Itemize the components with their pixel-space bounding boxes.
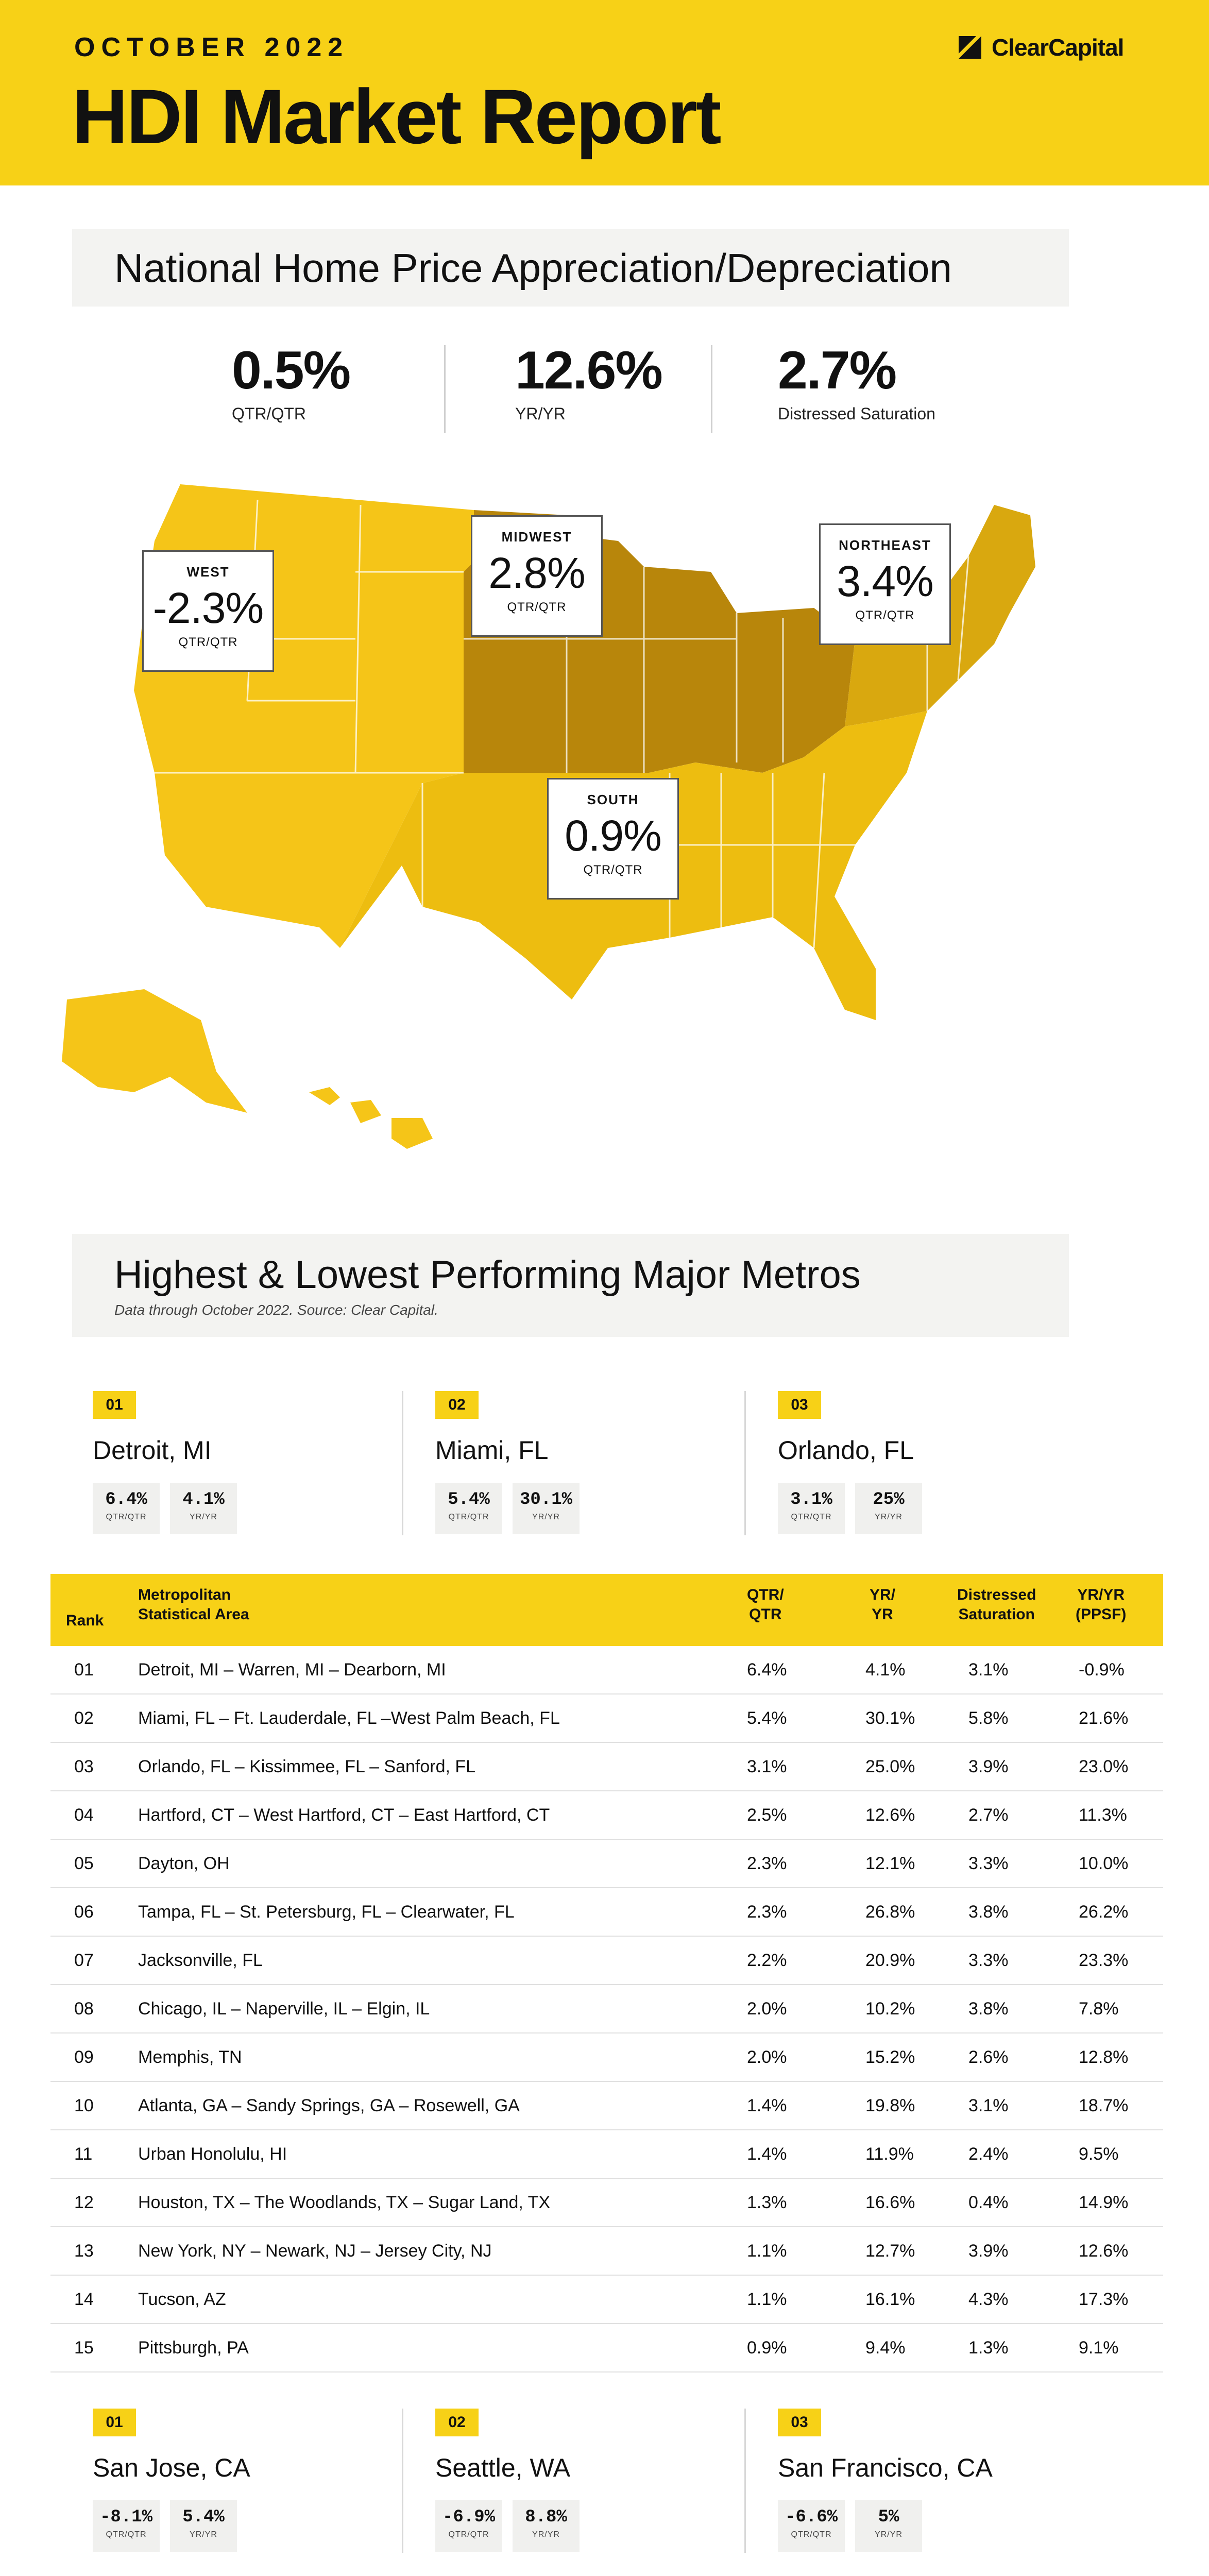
row-rank: 03 [74,1757,94,1776]
col-distressed-line1: Distressed [957,1586,1036,1603]
card-qtr-value: 5.4% [448,1490,490,1510]
row-distressed: 1.3% [968,2338,1009,2358]
row-yr-change: 20.9% [865,1951,915,1970]
row-distressed: 4.3% [968,2290,1009,2309]
card-yr-pill [855,2500,922,2552]
table-row [50,2324,1163,2372]
card-yr-pill [170,1483,237,1534]
row-ppsf: 10.0% [1079,1854,1129,1873]
card-metro-name: Miami, FL [435,1436,549,1465]
table-row [50,1694,1163,1743]
stat-yr-value: 12.6% [515,341,662,400]
callout-midwest [471,515,603,637]
row-distressed: 3.8% [968,1902,1009,1922]
national-banner [72,229,1069,307]
row-metro-area: Miami, FL – Ft. Lauderdale, FL –West Palm Beach, FL [138,1708,560,1728]
table-row [50,1743,1163,1791]
row-metro-area: Jacksonville, FL [138,1951,263,1970]
callout-west-label: QTR/QTR [178,635,238,649]
row-metro-area: Detroit, MI – Warren, MI – Dearborn, MI [138,1660,446,1680]
row-distressed: 3.3% [968,1951,1009,1970]
metro-card [93,1391,381,1525]
stat-yr [515,340,662,423]
table-row [50,1937,1163,1985]
card-qtr-pill [435,1483,502,1534]
row-rank: 06 [74,1902,94,1922]
metro-card [435,1391,724,1525]
row-ppsf: 7.8% [1079,1999,1119,2019]
top-table-body [50,1646,1163,2372]
table-row [50,2033,1163,2082]
card-yr-label: YR/YR [190,2530,217,2539]
clear-capital-logo-mark-icon [956,33,984,62]
row-metro-area: Chicago, IL – Naperville, IL – Elgin, IL [138,1999,430,2019]
row-ppsf: 17.3% [1079,2290,1129,2309]
row-yr-change: 12.7% [865,2241,915,2261]
table-row [50,1888,1163,1937]
card-yr-value: 5.4% [182,2507,225,2527]
row-rank: 01 [74,1660,94,1680]
col-rank: Rank [66,1612,104,1629]
card-rank-badge: 01 [93,2409,136,2436]
table-row [50,1985,1163,2033]
top-metros-table [50,1574,1163,2372]
card-yr-value: 30.1% [519,1490,573,1510]
card-divider [744,1391,746,1535]
card-qtr-pill [778,1483,845,1534]
row-ppsf: 9.5% [1079,2144,1119,2164]
card-qtr-value: -8.1% [99,2507,153,2527]
row-rank: 09 [74,2047,94,2067]
card-yr-pill [170,2500,237,2552]
row-ppsf: 23.3% [1079,1951,1129,1970]
card-qtr-label: QTR/QTR [106,2530,147,2539]
callout-northeast-label: QTR/QTR [855,608,915,622]
row-metro-area: Atlanta, GA – Sandy Springs, GA – Rosewell, GA [138,2096,520,2115]
card-metro-name: San Jose, CA [93,2453,250,2482]
stat-distressed [778,340,935,423]
row-yr-change: 19.8% [865,2096,915,2115]
card-qtr-value: -6.6% [785,2507,838,2527]
card-qtr-pill [778,2500,845,2552]
row-qtr-change: 1.4% [747,2144,787,2164]
row-ppsf: 11.3% [1079,1805,1127,1825]
card-qtr-pill [93,2500,160,2552]
card-qtr-label: QTR/QTR [106,1513,147,1521]
table-row [50,1791,1163,1840]
row-rank: 12 [74,2193,94,2212]
callout-south [547,778,679,900]
callout-west-value: -2.3% [152,584,264,632]
report-date: OCTOBER 2022 [74,32,349,62]
us-region-map [52,484,1082,1154]
row-distressed: 3.3% [968,1854,1009,1873]
row-qtr-change: 2.5% [747,1805,787,1825]
card-yr-label: YR/YR [875,1513,903,1521]
row-rank: 05 [74,1854,94,1873]
row-qtr-change: 2.2% [747,1951,787,1970]
card-qtr-label: QTR/QTR [448,2530,489,2539]
table-row [50,1646,1163,1694]
row-metro-area: Dayton, OH [138,1854,230,1873]
row-ppsf: 26.2% [1079,1902,1129,1922]
metros-title: Highest & Lowest Performing Major Metros [114,1253,861,1297]
col-qtr-line1: QTR/ [747,1586,784,1603]
col-area-line2: Statistical Area [138,1606,249,1623]
row-yr-change: 26.8% [865,1902,915,1922]
metro-card [778,2409,1066,2543]
callout-south-region: SOUTH [587,792,639,807]
col-yr-line1: YR/ [870,1586,896,1603]
map-region-hawaii [309,1087,433,1149]
col-yr [870,1585,895,1624]
row-qtr-change: 1.1% [747,2290,787,2309]
card-rank-badge: 02 [435,2409,479,2436]
row-yr-change: 9.4% [865,2338,906,2358]
card-divider [402,1391,403,1535]
report-title: HDI Market Report [72,73,720,160]
card-yr-label: YR/YR [875,2530,903,2539]
row-qtr-change: 1.1% [747,2241,787,2261]
row-yr-change: 16.6% [865,2193,915,2212]
row-rank: 02 [74,1708,94,1728]
row-metro-area: Orlando, FL – Kissimmee, FL – Sanford, FL [138,1757,476,1776]
card-divider [402,2409,403,2553]
row-distressed: 3.9% [968,1757,1009,1776]
col-yr-line2: YR [872,1606,893,1623]
metro-card [93,2409,381,2543]
row-qtr-change: 2.0% [747,1999,787,2019]
card-yr-pill [855,1483,922,1534]
card-yr-label: YR/YR [532,2530,560,2539]
callout-northeast-region: NORTHEAST [839,537,931,553]
row-rank: 11 [74,2144,93,2164]
col-qtr [747,1585,784,1624]
logo-wordmark: ClearCapital [992,34,1124,61]
row-rank: 10 [74,2096,94,2115]
row-yr-change: 30.1% [865,1708,915,1728]
col-area [138,1585,249,1624]
row-metro-area: Urban Honolulu, HI [138,2144,287,2164]
stat-yr-label: YR/YR [515,404,566,423]
row-metro-area: Tucson, AZ [138,2290,226,2309]
callout-midwest-label: QTR/QTR [507,600,567,614]
card-qtr-value: 3.1% [790,1490,832,1510]
row-yr-change: 4.1% [865,1660,906,1680]
national-title: National Home Price Appreciation/Depreciation [114,245,952,291]
card-metro-name: Seattle, WA [435,2453,571,2482]
row-rank: 07 [74,1951,94,1970]
card-yr-label: YR/YR [190,1513,217,1521]
stat-divider [444,345,446,433]
row-distressed: 3.8% [968,1999,1009,2019]
table-row [50,2179,1163,2227]
stat-qtr-value: 0.5% [232,341,350,400]
row-distressed: 3.1% [968,2096,1009,2115]
card-qtr-value: 6.4% [105,1490,147,1510]
metro-card [435,2409,724,2543]
row-qtr-change: 5.4% [747,1708,787,1728]
card-qtr-label: QTR/QTR [791,2530,832,2539]
card-metro-name: Detroit, MI [93,1436,212,1465]
row-ppsf: 23.0% [1079,1757,1129,1776]
col-area-line1: Metropolitan [138,1586,231,1603]
card-qtr-pill [435,2500,502,2552]
metros-source-note: Data through October 2022. Source: Clear Capital. [114,1302,438,1318]
row-rank: 13 [74,2241,94,2261]
card-yr-pill [513,2500,580,2552]
row-ppsf: 9.1% [1079,2338,1119,2358]
stat-distressed-value: 2.7% [778,341,896,400]
row-ppsf: 21.6% [1079,1708,1129,1728]
clear-capital-logo [956,32,1123,63]
row-qtr-change: 6.4% [747,1660,787,1680]
row-yr-change: 11.9% [865,2144,914,2164]
row-metro-area: Memphis, TN [138,2047,242,2067]
metro-card [778,1391,1066,1525]
top-table-header [50,1574,1163,1646]
row-ppsf: 14.9% [1079,2193,1129,2212]
row-qtr-change: 3.1% [747,1757,787,1776]
card-rank-badge: 02 [435,1391,479,1419]
card-metro-name: San Francisco, CA [778,2453,993,2482]
card-yr-value: 25% [873,1490,905,1510]
table-row [50,2276,1163,2324]
callout-west [142,550,274,672]
row-distressed: 2.4% [968,2144,1009,2164]
row-metro-area: Tampa, FL – St. Petersburg, FL – Clearwater, FL [138,1902,515,1922]
callout-northeast-value: 3.4% [837,557,933,605]
card-qtr-label: QTR/QTR [791,1513,832,1521]
row-metro-area: Hartford, CT – West Hartford, CT – East Hartford, CT [138,1805,550,1825]
col-ppsf-line2: (PPSF) [1076,1606,1127,1623]
row-distressed: 2.7% [968,1805,1009,1825]
card-qtr-label: QTR/QTR [448,1513,489,1521]
row-qtr-change: 0.9% [747,2338,787,2358]
card-rank-badge: 01 [93,1391,136,1419]
stat-qtr-label: QTR/QTR [232,404,306,423]
stat-distressed-label: Distressed Saturation [778,404,935,423]
row-yr-change: 12.6% [865,1805,915,1825]
callout-south-label: QTR/QTR [583,863,643,877]
row-yr-change: 25.0% [865,1757,915,1776]
metros-banner [72,1234,1069,1337]
card-yr-label: YR/YR [532,1513,560,1521]
table-row [50,2227,1163,2276]
row-qtr-change: 2.3% [747,1854,787,1873]
callout-midwest-value: 2.8% [488,549,585,597]
row-ppsf: 18.7% [1079,2096,1129,2115]
callout-south-value: 0.9% [565,811,661,860]
row-yr-change: 15.2% [865,2047,915,2067]
row-metro-area: Pittsburgh, PA [138,2338,249,2358]
row-ppsf: 12.6% [1079,2241,1129,2261]
header-band [0,0,1209,185]
row-qtr-change: 1.4% [747,2096,787,2115]
row-ppsf: 12.8% [1079,2047,1129,2067]
row-qtr-change: 2.3% [747,1902,787,1922]
callout-northeast [819,523,951,645]
callout-west-region: WEST [186,564,230,580]
row-rank: 08 [74,1999,94,2019]
row-rank: 14 [74,2290,94,2309]
row-distressed: 5.8% [968,1708,1009,1728]
table-row [50,2130,1163,2179]
card-qtr-pill [93,1483,160,1534]
row-qtr-change: 1.3% [747,2193,787,2212]
col-distressed [957,1585,1036,1624]
row-distressed: 2.6% [968,2047,1009,2067]
row-yr-change: 16.1% [865,2290,915,2309]
stat-divider [711,345,712,433]
stat-qtr [232,340,350,423]
table-row [50,1840,1163,1888]
row-distressed: 3.9% [968,2241,1009,2261]
row-qtr-change: 2.0% [747,2047,787,2067]
table-row [50,2082,1163,2130]
col-qtr-line2: QTR [749,1606,782,1623]
col-ppsf [1076,1585,1126,1624]
card-rank-badge: 03 [778,2409,821,2436]
map-region-alaska [62,989,247,1113]
callout-midwest-region: MIDWEST [501,529,572,545]
card-yr-value: 4.1% [182,1490,225,1510]
card-yr-value: 5% [878,2507,899,2527]
row-distressed: 0.4% [968,2193,1009,2212]
col-ppsf-line1: YR/YR [1077,1586,1125,1603]
row-yr-change: 10.2% [865,1999,915,2019]
card-divider [744,2409,746,2553]
card-metro-name: Orlando, FL [778,1436,914,1465]
row-distressed: 3.1% [968,1660,1009,1680]
row-rank: 04 [74,1805,94,1825]
row-rank: 15 [74,2338,94,2358]
card-rank-badge: 03 [778,1391,821,1419]
card-yr-pill [513,1483,580,1534]
row-ppsf: -0.9% [1079,1660,1125,1680]
card-qtr-value: -6.9% [442,2507,496,2527]
col-distressed-line2: Saturation [958,1606,1035,1623]
row-metro-area: Houston, TX – The Woodlands, TX – Sugar Land, TX [138,2193,551,2212]
row-metro-area: New York, NY – Newark, NJ – Jersey City, NJ [138,2241,492,2261]
row-yr-change: 12.1% [865,1854,915,1873]
card-yr-value: 8.8% [525,2507,567,2527]
